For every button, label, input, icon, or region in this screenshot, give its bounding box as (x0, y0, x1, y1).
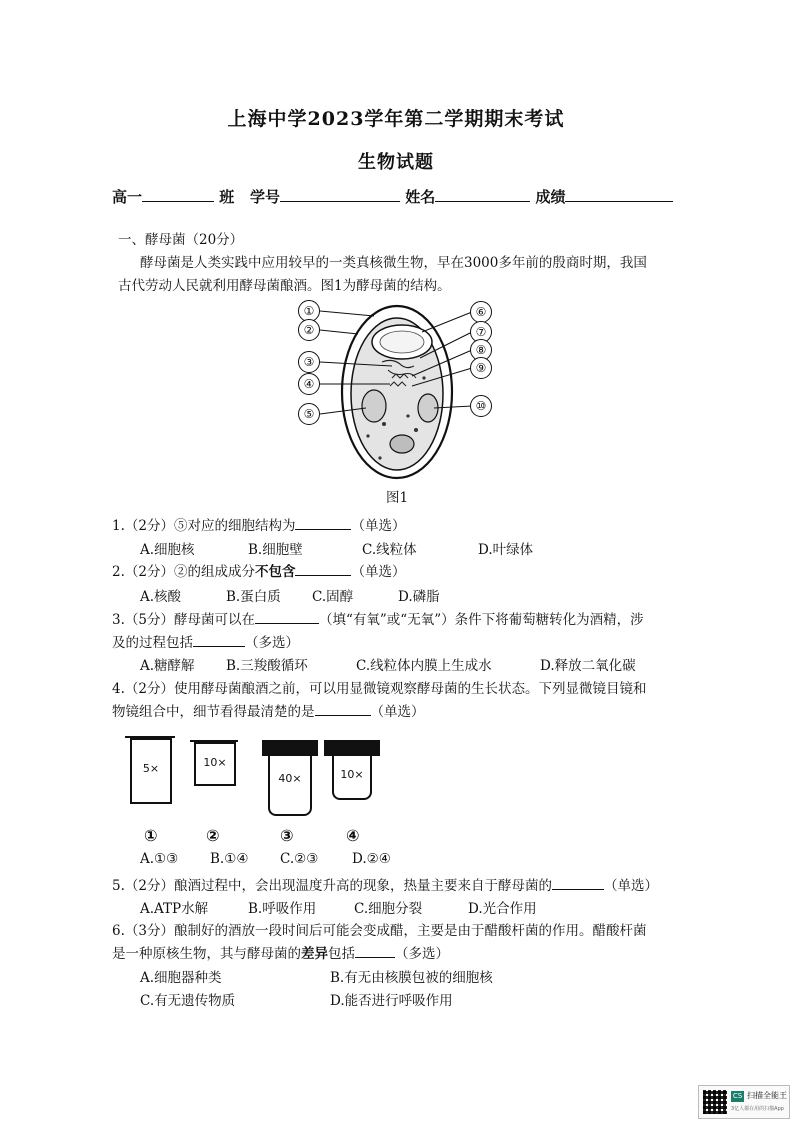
q1-option-c[interactable]: C.线粒体 (362, 542, 417, 558)
q4-option-b[interactable]: B.①④ (210, 851, 249, 867)
lens-3-magnification: 40× (278, 772, 302, 785)
eyepiece-lens-1 (130, 738, 172, 804)
score-blank[interactable] (565, 189, 673, 202)
q2-option-d[interactable]: D.磷脂 (398, 589, 440, 605)
question-6-line-1: 6.（3分）酿制好的酒放一段时间后可能会变成醋，主要是由于醋酸杆菌的作用。醋酸杆菌 (112, 923, 647, 939)
scanner-watermark-badge (698, 1085, 790, 1119)
figure-label-9: ⑨ (470, 357, 492, 379)
objective-lens-3 (268, 752, 312, 816)
figure-label-6: ⑥ (470, 301, 492, 323)
question-3-line-1: 3.（5分）酵母菌可以在 （填“有氧”或“无氧”）条件下将葡萄糖转化为酒精，涉 (112, 612, 644, 628)
badge-app-name: 扫描全能王 (747, 1091, 787, 1100)
q5-option-d[interactable]: D.光合作用 (468, 901, 537, 917)
q4-answer-blank[interactable] (315, 703, 371, 716)
yeast-cell-diagram (296, 298, 496, 488)
q3-blank-1[interactable] (255, 611, 319, 624)
section-heading: 一、酵母菌（20分） (118, 232, 244, 248)
id-label: 学号 (249, 188, 280, 206)
figure-label-10: ⑩ (470, 395, 492, 417)
q3-option-d[interactable]: D.释放二氧化碳 (540, 658, 636, 674)
lens-number-2: ② (206, 826, 220, 845)
q3-option-c[interactable]: C.线粒体内膜上生成水 (356, 658, 492, 674)
figure-label-1: ① (298, 300, 320, 322)
q3-option-a[interactable]: A.糖酵解 (140, 658, 195, 674)
lens-4-magnification: 10× (340, 768, 364, 781)
q1-option-b[interactable]: B.细胞壁 (248, 542, 303, 558)
q2-option-b[interactable]: B.蛋白质 (226, 589, 281, 605)
q6-option-a[interactable]: A.细胞器种类 (140, 970, 222, 986)
question-4-line-1: 4.（2分）使用酵母菌酿酒之前，可以用显微镜观察酵母菌的生长状态。下列显微镜目镜和 (112, 681, 647, 697)
lens-1-magnification: 5× (142, 762, 160, 775)
lens-number-1: ① (144, 826, 158, 845)
q4-option-d[interactable]: D.②④ (352, 851, 391, 867)
q4-option-c[interactable]: C.②③ (280, 851, 319, 867)
q5-answer-blank[interactable] (552, 877, 604, 890)
badge-subtitle: 3亿人都在用的扫描App (731, 1106, 784, 1112)
figure-caption: 图1 (386, 490, 409, 506)
q4-option-a[interactable]: A.①③ (140, 851, 179, 867)
grade-label: 高一 (112, 188, 143, 206)
q3-blank-2[interactable] (193, 634, 245, 647)
q6-answer-blank[interactable] (355, 945, 395, 958)
q2-answer-blank[interactable] (295, 563, 351, 576)
q2-option-a[interactable]: A.核酸 (140, 589, 182, 605)
intro-line-1: 酵母菌是人类实践中应用较早的一类真核微生物，早在3000多年前的殷商时期，我国 (140, 255, 647, 271)
lens-number-4: ④ (346, 826, 360, 845)
score-label: 成绩 (535, 188, 566, 206)
name-label: 姓名 (405, 188, 436, 206)
question-3-line-2: 及的过程包括 （多选） (112, 635, 299, 651)
question-1: 1.（2分）⑤对应的细胞结构为 （单选） (112, 518, 406, 534)
q5-option-b[interactable]: B.呼吸作用 (248, 901, 317, 917)
q2-option-c[interactable]: C.固醇 (312, 589, 354, 605)
id-blank[interactable] (280, 189, 400, 202)
figure-label-8: ⑧ (470, 339, 492, 361)
question-6-line-2: 是一种原核生物，其与酵母菌的差异包括 （多选） (112, 946, 449, 962)
figure-label-5: ⑤ (298, 403, 320, 425)
lens-number-3: ③ (280, 826, 294, 845)
figure-label-2: ② (298, 319, 320, 341)
objective-lens-4 (332, 752, 372, 800)
q6-option-c[interactable]: C.有无遗传物质 (140, 993, 236, 1009)
student-info-line (112, 186, 673, 207)
exam-title: 上海中学2023学年第二学期期末考试 (227, 108, 565, 130)
figure-label-7: ⑦ (470, 321, 492, 343)
class-label: 班 (219, 188, 235, 206)
q6-emphasis: 差异 (301, 946, 328, 962)
figure-label-4: ④ (298, 373, 320, 395)
eyepiece-lens-2 (194, 742, 236, 786)
q6-option-b[interactable]: B.有无由核膜包被的细胞核 (330, 970, 493, 986)
lens-2-magnification: 10× (203, 756, 227, 769)
intro-line-2: 古代劳动人民就利用酵母菌酿酒。图1为酵母菌的结构。 (118, 278, 451, 294)
qr-code-icon (703, 1090, 727, 1114)
question-2: 2.（2分）②的组成成分不包含 （单选） (112, 564, 406, 580)
q1-answer-blank[interactable] (295, 517, 351, 530)
figure-label-3: ③ (298, 351, 320, 373)
cs-logo-icon: CS (732, 1092, 743, 1100)
q5-option-c[interactable]: C.细胞分裂 (354, 901, 423, 917)
exam-subtitle: 生物试题 (358, 152, 434, 173)
q5-option-a[interactable]: A.ATP水解 (140, 901, 209, 917)
name-blank[interactable] (435, 189, 530, 202)
q6-option-d[interactable]: D.能否进行呼吸作用 (330, 993, 453, 1009)
q1-option-a[interactable]: A.细胞核 (140, 542, 195, 558)
q3-option-b[interactable]: B.三羧酸循环 (226, 658, 308, 674)
q1-option-d[interactable]: D.叶绿体 (478, 542, 534, 558)
q2-emphasis: 不包含 (254, 564, 296, 580)
grade-blank[interactable] (142, 189, 214, 202)
question-5: 5.（2分）酿酒过程中，会出现温度升高的现象，热量主要来自于酵母菌的 （单选） (112, 878, 658, 894)
question-4-line-2: 物镜组合中，细节看得最清楚的是 （单选） (112, 704, 425, 720)
yeast-cell-figure (296, 298, 496, 488)
